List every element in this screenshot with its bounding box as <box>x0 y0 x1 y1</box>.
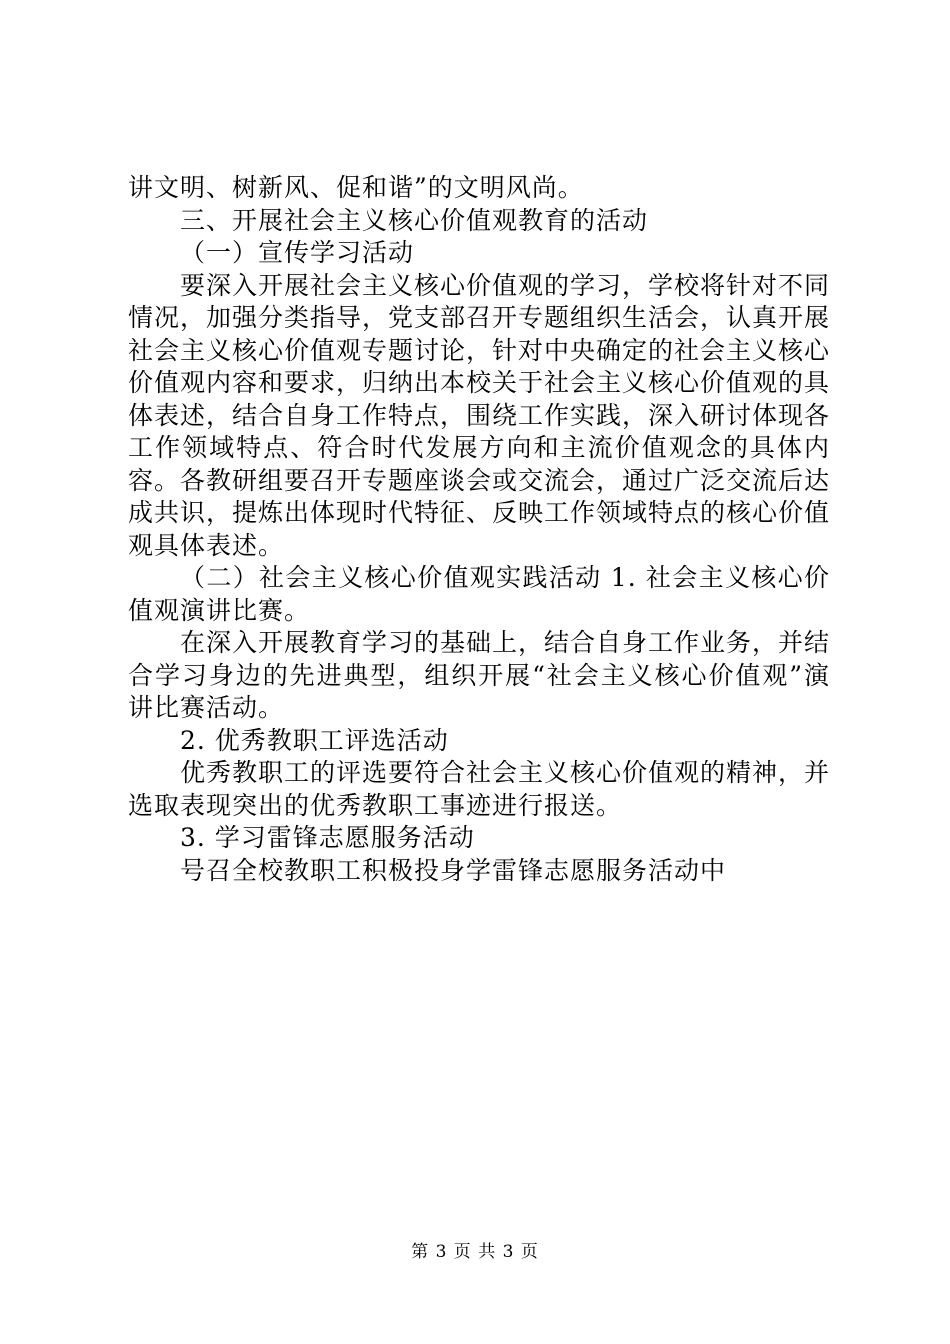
subheading-practice-activities: （二）社会主义核心价值观实践活动 1. 社会主义核心价值观演讲比赛。 <box>128 563 830 625</box>
item-leifeng-volunteer: 3. 学习雷锋志愿服务活动 <box>180 823 475 852</box>
paragraph-continuation: 讲文明、树新风、促和谐”的文明风尚。 <box>128 173 584 202</box>
paragraph-volunteer-call: 号召全校教职工积极投身学雷锋志愿服务活动中 <box>180 855 727 885</box>
subheading-publicity-study: （一）宣传学习活动 <box>180 238 415 267</box>
item-excellent-staff: 2. 优秀教职工评选活动 <box>180 725 449 755</box>
paragraph-study-details: 要深入开展社会主义核心价值观的学习，学校将针对不同情况，加强分类指导，党支部召开专题组织生活会，认真开展社会主义核心价值观专题讨论，针对中央确定的社会主义核心价值观内容和要求，归纳出本校关于社会主义核心价值观的具体表述，结合自身工作特点，围绕工作实践，深入研讨体现各工作领域特点、符合时代发展方向和主流价值观念的具体内容。各教研组要召开专题座谈会或交流会，通过广泛交流后达成共识，提炼出体现时代特征、反映工作领域特点的核心价值观具体表述。 <box>128 270 831 560</box>
document-body <box>128 172 830 887</box>
paragraph-speech-contest: 在深入开展教育学习的基础上，结合自身工作业务，并结合学习身边的先进典型，组织开展“社会主义核心价值观”演讲比赛活动。 <box>128 628 831 722</box>
paragraph-staff-selection: 优秀教职工的评选要符合社会主义核心价值观的精神，并选取表现突出的优秀教职工事迹进行报送。 <box>128 758 831 820</box>
section-heading-three: 三、开展社会主义核心价值观教育的活动 <box>180 205 649 235</box>
page-footer: 第 3 页 共 3 页 <box>411 1242 539 1262</box>
